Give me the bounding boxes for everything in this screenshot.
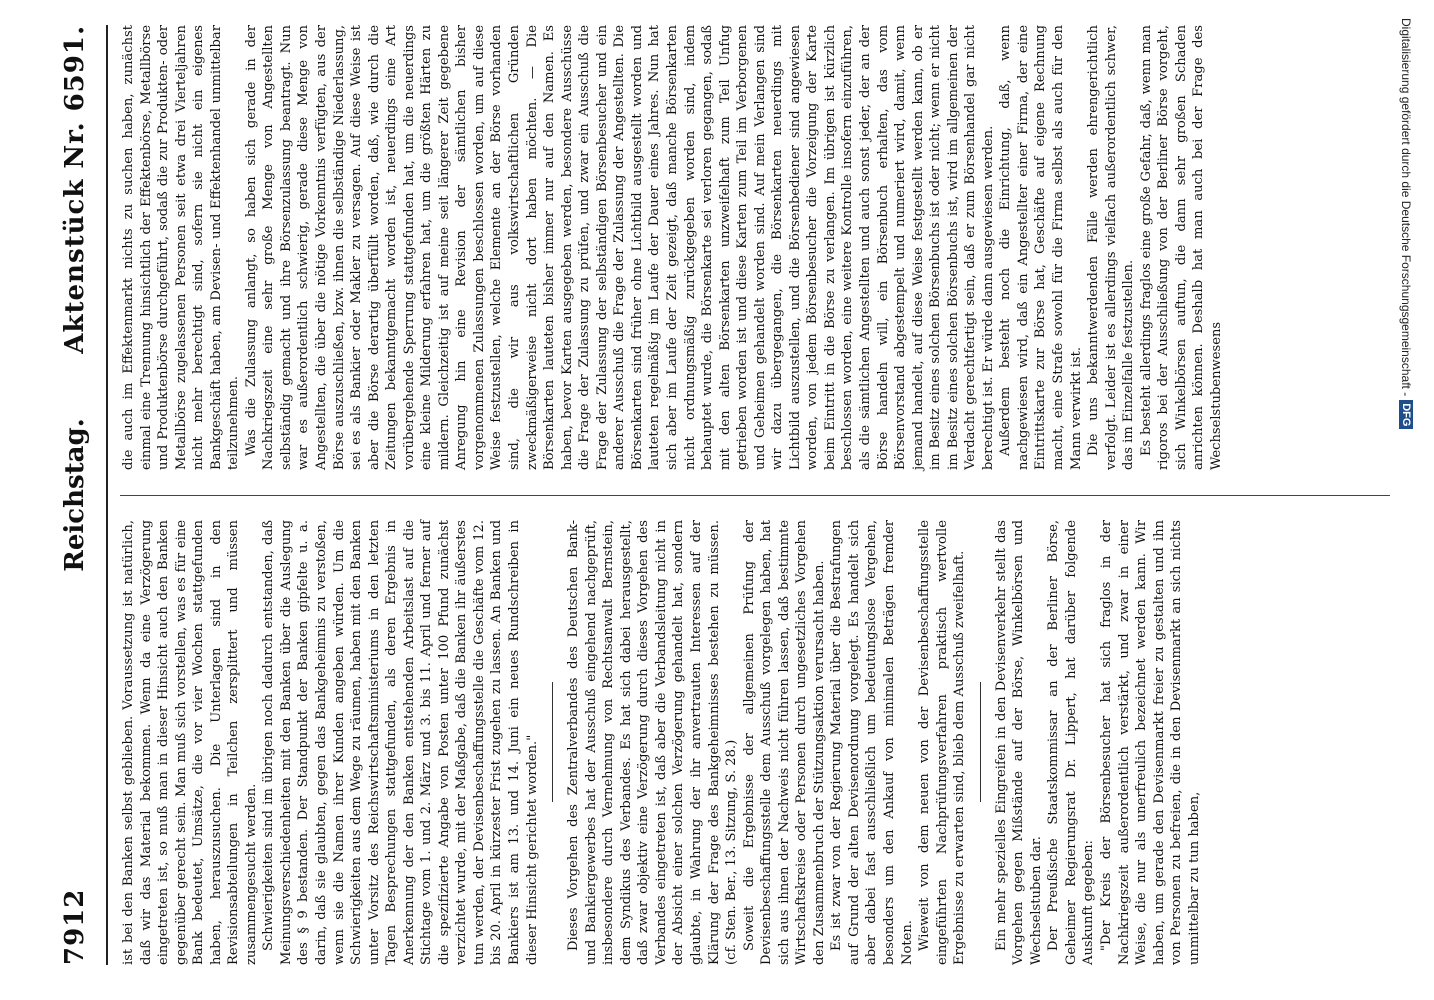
paragraph: Soweit die Ergebnisse der allgemeinen Prüfung der Devisenbeschaffungsstelle dem Ausschuß vorgelegen haben, hat sich aus ihnen der Nachweis nicht führen lassen, daß bestimmte Wirtschaftskreise oder Personen durch ungesetzliches Vorgehen den Zusammenbruch der Stützungsaktion verursacht haben. [741, 520, 827, 965]
left-column [120, 520, 1400, 965]
paragraph: Außerdem besteht noch die Einrichtung, daß, wenn nachgewiesen wird, daß ein Angestellter einer Firma, der eine Eintrittskarte zur Börse hat, Geschäfte auf eigene Rechnung macht, eine Strafe sowohl für die Firma selbst als auch für den Mann verwirkt ist. [998, 25, 1084, 470]
paragraph: Dieses Vorgehen des Zentralverbandes des Deutschen Bank- und Bankiergewerbes hat der Ausschuß eingehend nachgeprüft, insbesondere durch Vernehmung von Rechtsanwalt Bernstein, dem Syndikus des Verbandes. Es hat sich dabei herausgestellt, daß zwar objektiv eine Verzögerung durch dieses Vorgehen des Verbandes eingetreten ist, daß aber die Verbandsleitung nicht in der Absicht einer solchen Verzögerung gehandelt hat, sondern glaubte, in Wahrung der ihr anvertrauten Interessen auf der Klärung der Frage des Bankgeheimnisses bestehen zu müssen. (cf. Sten. Ber., 13. Sitzung, S. 28.) [566, 520, 740, 965]
paragraph: "Der Kreis der Börsenbesucher hat sich fraglos in der Nachkriegszeit außerordentlich verstärkt, und zwar in einer Weise, die nur als unerfreulich bezeichnet werden kann. Wir haben, um gerade den Devisenmarkt freier zu gestalten und ihn von Personen zu befreien, die in den Devisenmarkt an sich nichts unmittelbar zu tun haben, [1098, 520, 1202, 965]
paragraph: Ein mehr spezielles Eingreifen in den Devisenverkehr stellt das Vorgehen gegen Mißstände auf der Börse, Winkelbörsen und Wechselstuben dar. [993, 520, 1044, 965]
paragraph: Was die Zulassung anlangt, so haben sich gerade in der Nachkriegszeit eine sehr große Menge von Angestellten selbständig gemacht und ihre Börsenzulassung beantragt. Nun war es außerordentlich schwierig, gerade diese Menge von Angestellten, die über die nötige Vorkenntnis verfügten, aus der Börse auszuschließen, bzw. ihnen die selbständige Niederlassung, sei es als Bankier oder Makler zu versagen. Auf diese Weise ist aber die Börse derartig überfüllt worden, daß, wie durch die Zeitungen bekanntgemacht worden ist, neuerdings eine Art vorübergehende Sperrung stattgefunden hat, um die neuerdings eine kleine Milderung erfahren hat, um die größten Härten zu mildern. Gleichzeitig ist auf meine seit längerer Zeit gegebene Anregung hin eine Revision der sämtlichen bisher vorgenommenen Zulassungen beschlossen worden, um auf diese Weise festzustellen, welche Elemente an der Börse vorhanden sind, die wir aus volkswirtschaftlichen Gründen zweckmäßigerweise nicht dort haben möchten. — Die Börsenkarten lauteten bisher immer nur auf den Namen. Es haben, bevor Karten ausgegeben werden, besondere Ausschüsse die Frage der Zulassung zu prüfen, und zwar ein Ausschuß die Frage der Zulassung der selbständigen Börsenbesucher und ein anderer Ausschuß die Frage der Zulassung der Angestellten. Die Börsenkarten sind früher ohne Lichtbild ausgestellt worden und lauteten regelmäßig im Laufe der Dauer eines Jahres. Nun hat sich aber im Laufe der Zeit gezeigt, daß manche Börsenkarten nicht ordnungsmäßig zurückgegeben worden sind, indem behauptet wurde, die Börsenkarte sei verloren gegangen, sodaß mit den alten Börsenkarten unzweifelhaft zum Teil Unfug getrieben worden ist und diese Karten zum Teil im Verborgenen und Geheimen gehandelt worden sind. Auf mein Verlangen sind wir dazu übergegangen, die Börsenkarten neuerdings mit Lichtbild auszustellen, und die Börsenbediener sind angewiesen worden, von jedem Börsenbesucher die Vorzeigung der Karte beim Eintritt in die Börse zu verlangen. Im übrigen ist kürzlich beschlossen worden, eine weitere Kontrolle insofern einzuführen, als die sämtlichen Angestellten und auch sonst jeder, der an der Börse handeln will, ein Börsenbuch erhalten, das vom Börsenvorstand abgestempelt und numeriert wird, damit, wenn jemand handelt, auf diese Weise festgestellt werden kann, ob er im Besitz eines solchen Börsenbuchs ist oder nicht; wenn er nicht im Besitz eines solchen Börsenbuchs ist, wird im allgemeinen der Verdacht gerechtfertigt sein, daß er zum Börsenhandel gar nicht berechtigt ist. Er würde dann ausgewiesen werden. [243, 25, 996, 470]
digitization-note-text [1395, 18, 1417, 980]
paragraph: ist bei den Banken selbst geblieben. Voraussetzung ist natürlich, daß wir das Material bekommen. Wenn da eine Verzögerung eingetreten ist, so muß man in dieser Hinsicht auch den Banken gegenüber gerecht sein. Man muß sich vorstellen, was es für eine Bank bedeutet, Umsätze, die vor vier Wochen stattgefunden haben, herauszusuchen. Die Unterlagen sind in den Revisionsabteilungen in Teilchen zersplittert und müssen zusammengesucht werden. [121, 520, 259, 965]
page-number: 7912 [60, 888, 90, 965]
document-page [50, 25, 1410, 965]
funding-statement: Digitalisierung gefördert durch die Deutsche Forschungsgemeinschaft - [1399, 18, 1413, 397]
paragraph: Wieweit von dem neuen von der Devisenbeschaffungsstelle eingeführten Nachprüfungsverfahren praktisch wertvolle Ergebnisse zu erwarten sind, blieb dem Ausschuß zweifelhaft. [917, 520, 968, 965]
header-rule [106, 25, 108, 965]
paragraph: Es besteht allerdings fraglos eine große Gefahr, daß, wenn man rigoros bei der Ausschließung von der Berliner Börse vorgeht, sich Winkelbörsen auftun, die dann sehr großen Schaden anrichten können. Deshalb hat man auch bei der Frage des Wechselstubenwesens [1138, 25, 1224, 470]
paragraph: die auch im Effektenmarkt nichts zu suchen haben, zunächst einmal eine Trennung hinsichtlich der Effektenbörse, Metallbörse und Produktenbörse durchgeführt, sodaß die zur Produkten- oder Metallbörse zugelassenen Personen seit etwa drei Vierteljahren nicht mehr berechtigt sind, sofern sie nicht ein eigenes Bankgeschäft haben, am Devisen- und Effektenhandel unmittelbar teilzunehmen. [121, 25, 242, 470]
paragraph: Schwierigkeiten sind im übrigen noch dadurch entstanden, daß Meinungsverschiedenheiten mit den Banken über die Auslegung des § 9 bestanden. Der Standpunkt der Banken gipfelte u. a. darin, daß sie glaubten, gegen das Bankgeheimnis zu verstoßen, wenn sie die Namen ihrer Kunden angeben würden. Um die Schwierigkeiten aus dem Wege zu räumen, haben mit den Banken unter Vorsitz des Reichswirtschaftsministeriums in den letzten Tagen Besprechungen stattgefunden, als deren Ergebnis in Anerkennung der den Banken entstehenden Arbeitslast auf die Stichtage vom 1. und 2. März und 3. bis 11. April und ferner auf die spezifizierte Angabe von Posten unter 100 Pfund zunächst verzichtet wurde, mit der Maßgabe, daß die Banken ihr äußerstes tun werden, der Devisenbeschaffungsstelle die Geschäfte vom 12. bis 20. April in kürzester Frist zugehen zu lassen. An Banken und Bankiers ist am 13. und 14. Juni ein neues Rundschreiben in dieser Hinsicht gerichtet worden." [261, 520, 540, 965]
page-header [60, 25, 110, 965]
column-divider [120, 495, 1390, 496]
paragraph: Der Preußische Staatskommissar an der Berliner Börse, Geheimer Regierungsrat Dr. Lippert, hat darüber folgende Auskunft gegeben: [1046, 520, 1097, 965]
section-title: Reichstag. [60, 418, 90, 572]
paragraph: Die uns bekanntwerdenden Fälle werden ehrengerichtlich verfolgt. Leider ist es allerdings vielfach außerordentlich schwer, das im Einzelfalle festzustellen. [1086, 25, 1137, 470]
digitization-note [1401, 18, 1423, 980]
separator-rule [552, 683, 553, 803]
document-reference: Aktenstück Nr. 6591. [60, 25, 90, 354]
right-column [120, 25, 1400, 470]
paragraph: Es ist zwar von der Regierung Material über die Bestrafungen auf Grund der alten Devisenordnung vorgelegt. Es handelt sich aber dabei fast ausschließlich um bedeutungslose Vergehen, besonders um den Ankauf von minimalen Beträgen fremder Noten. [829, 520, 915, 965]
separator-rule [980, 683, 981, 803]
dfg-logo: DFG [1399, 400, 1413, 429]
